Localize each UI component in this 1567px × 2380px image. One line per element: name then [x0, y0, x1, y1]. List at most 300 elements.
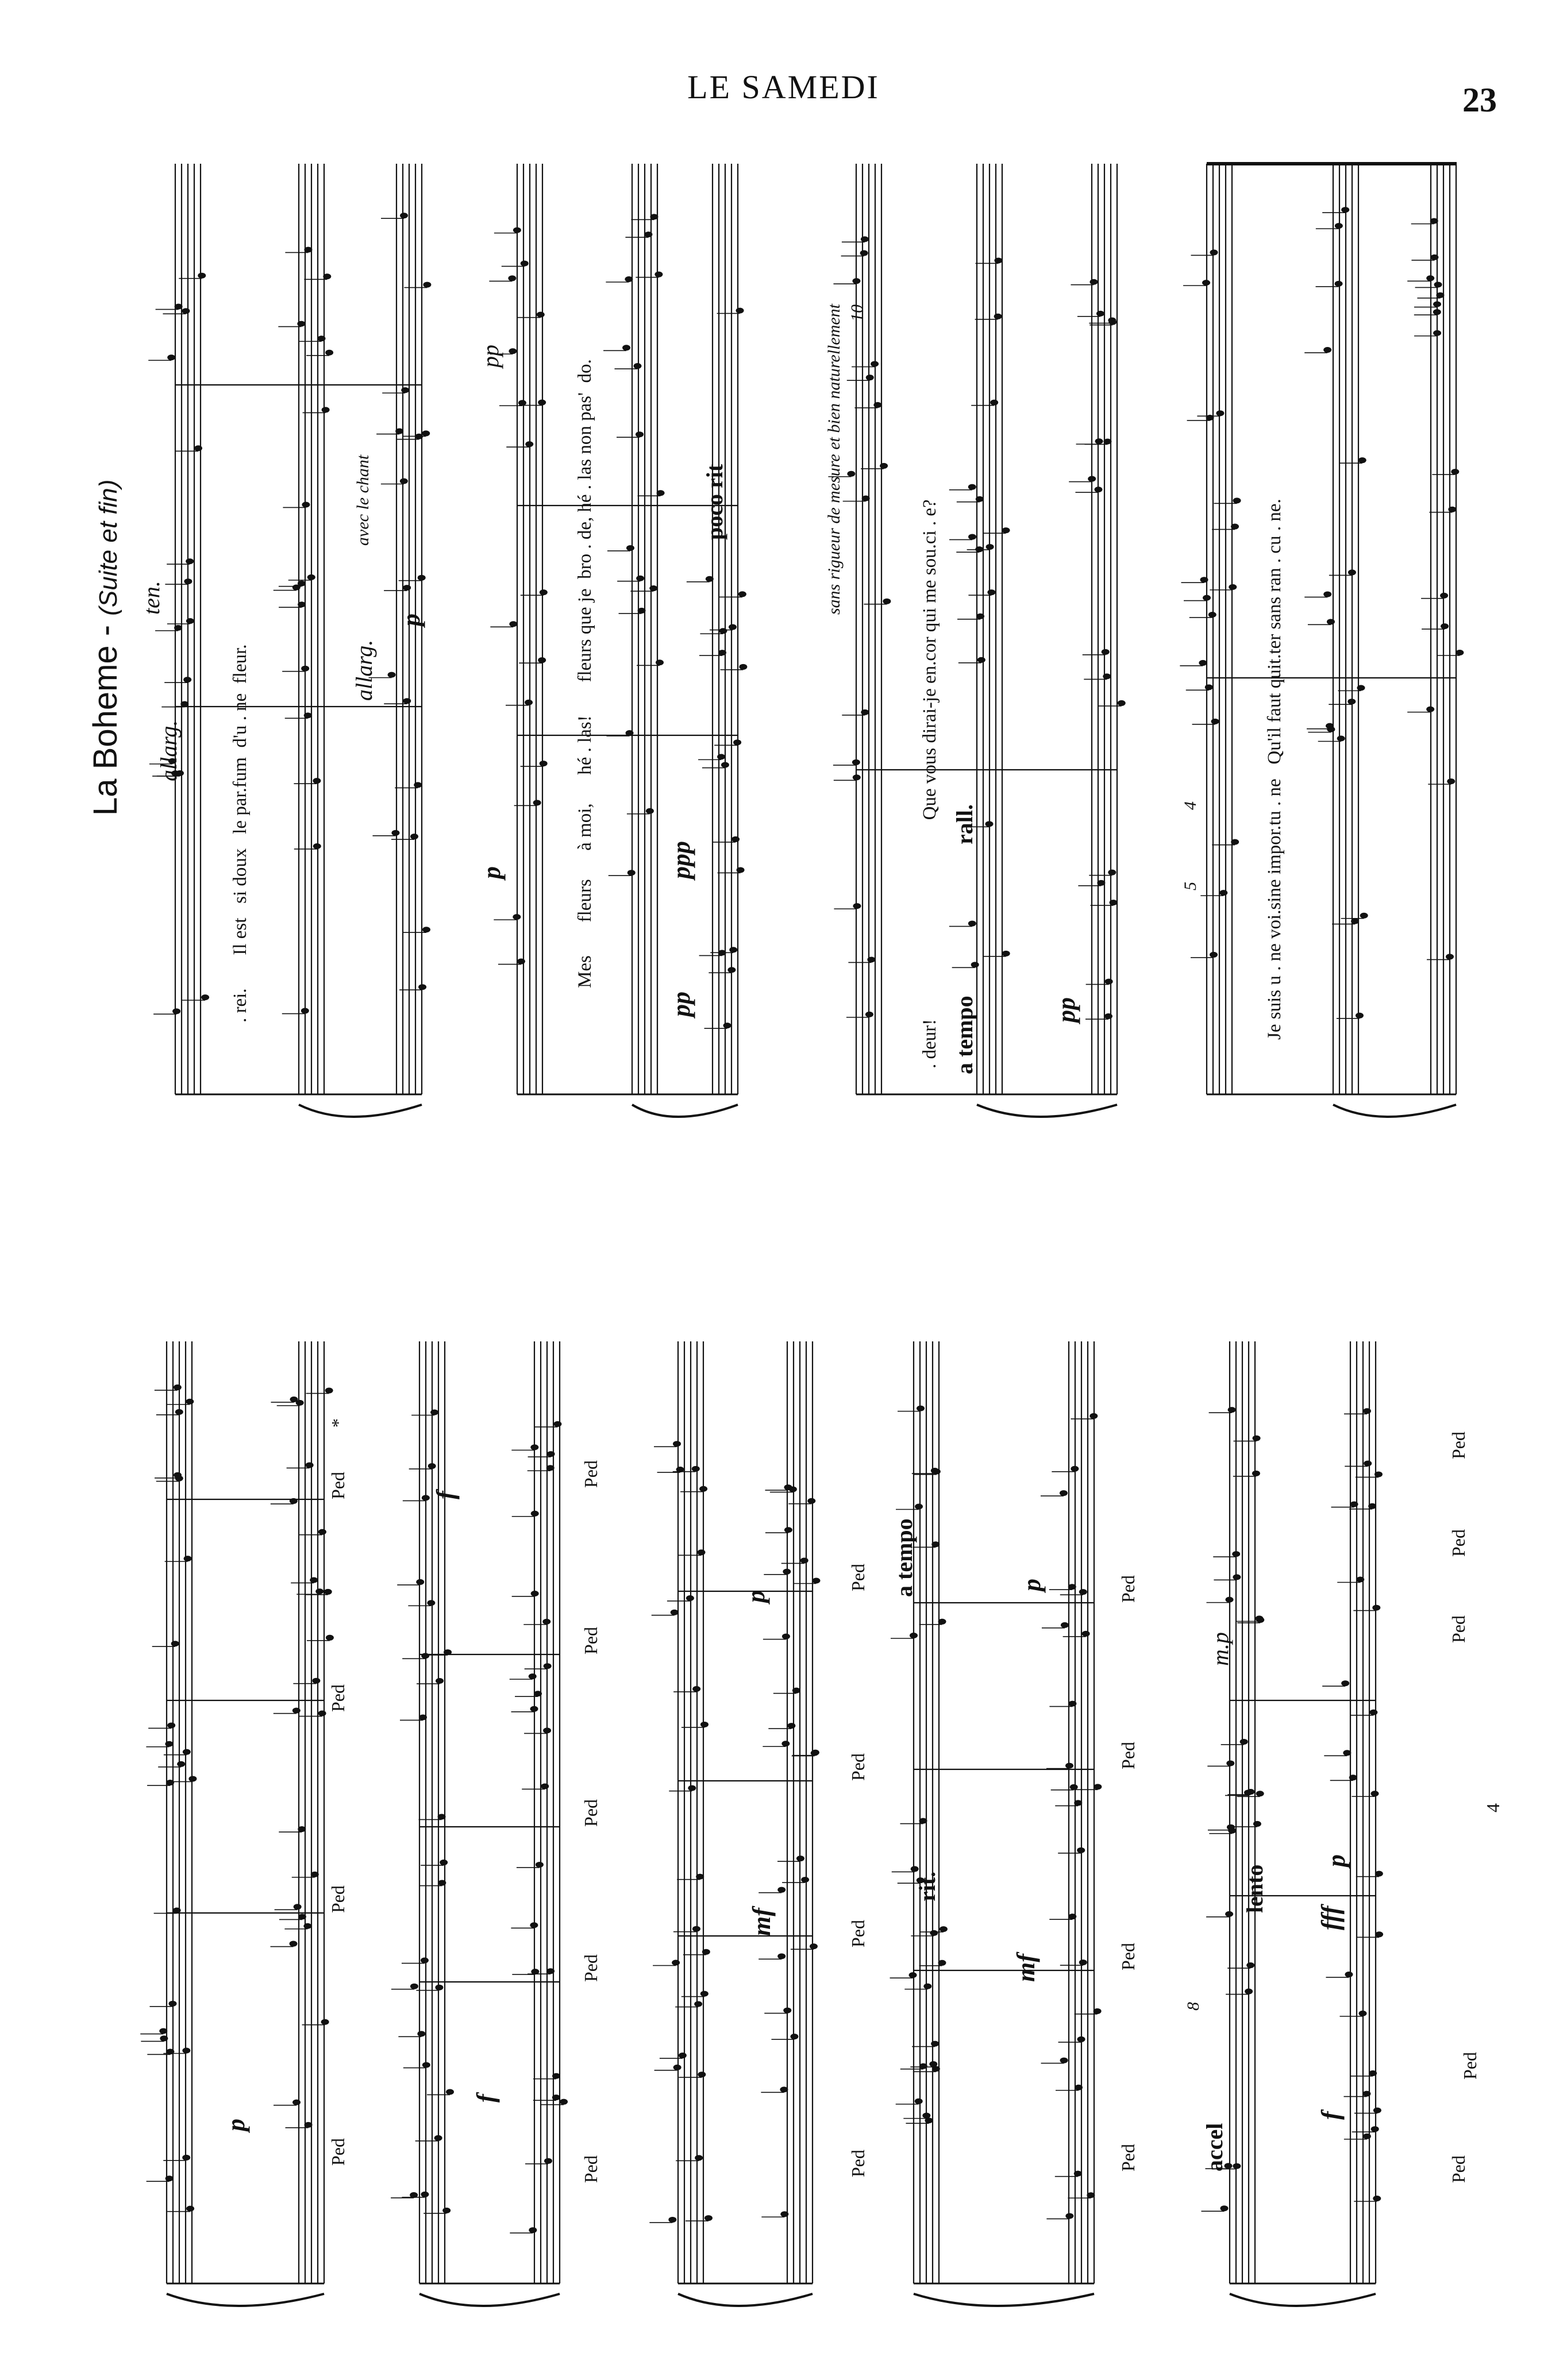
notehead [1082, 1631, 1090, 1637]
notehead [305, 2122, 313, 2128]
notehead [1075, 2085, 1083, 2090]
notehead [1433, 309, 1441, 315]
notehead [1433, 330, 1441, 336]
notehead [1205, 684, 1213, 690]
notehead [304, 247, 312, 253]
notehead [692, 1686, 700, 1692]
notehead [673, 2065, 682, 2070]
notehead [167, 1722, 175, 1728]
notehead [182, 2048, 190, 2054]
notehead [654, 272, 663, 277]
notehead [292, 585, 301, 591]
notehead [168, 2001, 176, 2007]
lyric-word: bro . de, hé . las non pas' [575, 392, 595, 579]
notehead [790, 2034, 798, 2039]
notehead [938, 1960, 946, 1966]
notehead [1373, 2196, 1381, 2201]
notehead [509, 621, 517, 627]
notehead [531, 1511, 539, 1517]
notehead [525, 441, 533, 447]
notehead [438, 1880, 446, 1886]
notehead [318, 1529, 326, 1535]
notehead [1364, 1460, 1372, 1466]
notehead [1256, 1617, 1264, 1623]
notehead [304, 712, 312, 718]
notehead [698, 2072, 706, 2077]
tuplet-4: 4 [1181, 801, 1200, 810]
notehead [1095, 438, 1103, 444]
notehead [1341, 1680, 1349, 1686]
notehead [739, 664, 747, 670]
notehead [525, 700, 533, 705]
notehead [777, 1887, 786, 1893]
notehead [530, 1706, 538, 1712]
notehead [419, 1714, 427, 1720]
notehead [1345, 1972, 1353, 1977]
notehead [292, 2100, 301, 2105]
marking-poco-rit: poco rit [702, 464, 727, 540]
notehead [968, 534, 976, 539]
notehead [1228, 1407, 1236, 1413]
ped-s9-e: Ped [1448, 1432, 1469, 1459]
notehead [1079, 1959, 1087, 1965]
notehead [292, 1708, 301, 1714]
notehead [1369, 1710, 1377, 1715]
notehead [782, 1634, 790, 1640]
notehead [636, 576, 644, 581]
notehead [307, 574, 315, 580]
notehead [410, 834, 418, 839]
notehead [513, 227, 521, 233]
ped-s6-e: Ped [580, 1460, 601, 1488]
notehead [977, 657, 985, 663]
piece-title [86, 480, 125, 816]
notehead [729, 947, 737, 952]
marking-mp: m.p [1207, 1632, 1233, 1666]
notehead [186, 618, 194, 624]
notehead [1440, 593, 1448, 599]
notehead [194, 445, 202, 451]
notehead [787, 1723, 795, 1729]
ped-s5-c: Ped [328, 1684, 348, 1712]
notehead [312, 1678, 320, 1684]
notehead [1089, 279, 1098, 285]
notehead [985, 821, 993, 827]
ped-s6-d: Ped [580, 1627, 601, 1654]
ped-s7-a: Ped [848, 2150, 868, 2177]
notehead [1375, 1871, 1383, 1877]
dynamic-mf-s7: mf [748, 1908, 776, 1936]
notehead [1199, 660, 1207, 666]
notehead [537, 312, 545, 318]
notehead [852, 759, 860, 765]
dynamic-p-s9: p [1322, 1854, 1350, 1867]
notehead [633, 363, 641, 369]
notehead [777, 1953, 786, 1959]
notehead [183, 677, 191, 682]
notehead [880, 463, 888, 469]
notehead [1337, 736, 1345, 742]
notehead [1074, 1800, 1082, 1806]
notehead [930, 1930, 938, 1936]
notehead [1256, 1791, 1264, 1796]
notehead [323, 273, 331, 279]
notehead [922, 2113, 930, 2119]
notehead [421, 1958, 429, 1964]
notehead [796, 1856, 804, 1861]
notehead [1351, 919, 1359, 924]
notehead [427, 1600, 435, 1606]
notehead [518, 400, 526, 406]
notehead [313, 778, 321, 784]
notehead [440, 1860, 448, 1865]
notehead [198, 273, 206, 279]
lyric-word: d'u . ne [230, 693, 251, 748]
dynamic-mf-s8: mf [1012, 1954, 1040, 1982]
notehead [321, 2019, 329, 2025]
notehead [310, 1577, 318, 1583]
notehead [721, 762, 729, 768]
notehead [968, 921, 976, 927]
notehead [560, 2099, 568, 2105]
notehead [1229, 584, 1237, 590]
notehead [290, 1498, 298, 1504]
ped-s7-b: Ped [848, 1920, 868, 1947]
notehead [650, 214, 658, 219]
notehead [538, 657, 546, 663]
ped-s9-b: Ped [1460, 2052, 1480, 2080]
notehead [531, 1969, 539, 1974]
notehead [700, 1722, 709, 1727]
notehead [183, 1749, 191, 1755]
lyric-word: Que vous dirai-je en.cor qui me sou.ci . e? [919, 499, 940, 820]
notehead [400, 479, 408, 484]
system-braces [167, 1105, 1456, 2306]
brace [1230, 2294, 1376, 2306]
notehead [692, 1466, 700, 1472]
notehead [159, 2028, 167, 2034]
dynamic-ppp: ppp [667, 841, 695, 879]
notehead [184, 1556, 192, 1561]
notehead [622, 345, 630, 350]
notehead [1373, 2108, 1381, 2113]
ped-s9-d: Ped [1448, 1529, 1469, 1557]
notehead [1375, 1931, 1383, 1937]
notehead [540, 761, 548, 766]
notehead [847, 471, 855, 477]
notehead [971, 962, 979, 967]
notehead [436, 1678, 444, 1684]
notehead [1202, 280, 1210, 286]
notehead [418, 575, 426, 581]
notehead [862, 496, 870, 502]
notehead [871, 361, 879, 367]
notehead [673, 1441, 681, 1446]
notehead [1231, 524, 1239, 530]
marking-rall: rall. [952, 804, 977, 844]
notehead [298, 1826, 306, 1832]
notehead [873, 402, 881, 408]
notehead [1448, 507, 1456, 512]
notehead [931, 1541, 940, 1547]
notehead [298, 601, 306, 607]
notehead [177, 1761, 185, 1767]
notehead [853, 774, 861, 780]
notehead [1335, 281, 1343, 287]
dynamic-p: p [397, 614, 425, 626]
notehead [1002, 951, 1010, 956]
notehead [1002, 527, 1010, 533]
ped-s6-a: Ped [580, 2155, 601, 2183]
notehead [695, 2155, 703, 2161]
notehead [1077, 1847, 1085, 1853]
notehead [807, 1498, 815, 1504]
notehead [1216, 410, 1224, 416]
notehead [1433, 302, 1441, 307]
notehead [883, 599, 891, 604]
notehead [861, 236, 869, 242]
notehead [322, 407, 330, 412]
notehead [444, 1649, 452, 1655]
notehead [1226, 1760, 1234, 1766]
notehead [160, 2035, 168, 2041]
notehead [919, 1818, 927, 1824]
notehead [1077, 2036, 1085, 2042]
notehead [1246, 1962, 1254, 1968]
notehead [1240, 1739, 1248, 1745]
marking-sans-rigueur: sans rigueur de mesure et bien naturellement [825, 303, 844, 615]
notehead [1108, 318, 1116, 323]
notehead [697, 1549, 705, 1555]
notehead [1368, 1503, 1376, 1509]
notehead [1210, 952, 1218, 958]
notehead [1060, 2058, 1068, 2063]
ped-s7-d: Ped [848, 1564, 868, 1591]
notehead [994, 257, 1002, 263]
notehead [434, 2135, 442, 2141]
notehead [1347, 699, 1356, 704]
marking-allarg-1: allarg. [156, 720, 182, 781]
notehead [686, 1595, 694, 1601]
notehead [542, 1619, 550, 1625]
lyric-word: fleurs [575, 879, 595, 923]
notehead [175, 304, 183, 310]
notehead [694, 2001, 702, 2007]
notehead [727, 967, 736, 973]
notehead [403, 585, 411, 591]
notehead [552, 2094, 560, 2100]
notehead [1079, 1589, 1087, 1595]
notehead [1335, 223, 1343, 229]
notehead [811, 1750, 819, 1756]
notehead [986, 544, 994, 550]
notehead [938, 1619, 946, 1625]
notehead [1068, 1584, 1076, 1590]
notehead [428, 1463, 436, 1469]
notehead [783, 1569, 791, 1575]
notehead [1430, 218, 1438, 224]
ped-s9-c: Ped [1448, 1615, 1469, 1643]
notehead [171, 1641, 179, 1646]
brace [299, 1105, 422, 1117]
notehead [529, 2227, 537, 2233]
notehead [627, 870, 636, 875]
notehead [676, 1467, 684, 1472]
marking-rit: rit. [914, 1871, 940, 1901]
notehead [780, 2086, 788, 2092]
lyric-line-2 [575, 359, 596, 988]
ped-star-s5: * [328, 1418, 348, 1428]
notehead [297, 321, 305, 327]
notehead [530, 1444, 538, 1450]
notehead [736, 308, 744, 314]
lyric-word: Qu'il faut quit.ter sans ran . cu . ne. [1264, 499, 1285, 765]
notehead [508, 275, 516, 281]
notehead [1088, 476, 1096, 482]
notehead [1094, 487, 1102, 492]
notehead [165, 2175, 174, 2181]
notehead [416, 1579, 424, 1585]
notehead [867, 956, 875, 962]
notehead [1226, 1597, 1234, 1603]
notehead [719, 628, 727, 634]
notehead [1356, 1577, 1364, 1583]
notehead [536, 1862, 544, 1868]
notehead [923, 1984, 931, 1989]
notehead [626, 730, 634, 736]
marking-accel: accel [1202, 2123, 1227, 2171]
notehead [1447, 778, 1455, 784]
notehead [1203, 595, 1211, 601]
notehead [547, 1451, 555, 1457]
notehead [929, 2061, 937, 2067]
notehead [783, 2008, 791, 2013]
lyric-word: fleur. [230, 644, 251, 684]
brace [914, 2294, 1094, 2306]
notehead [931, 2041, 939, 2047]
notehead [1375, 1471, 1383, 1477]
notehead [625, 276, 633, 282]
notehead [679, 2053, 687, 2058]
notehead [422, 430, 430, 436]
notehead [186, 1399, 194, 1405]
notehead [509, 348, 517, 354]
notehead [395, 429, 403, 434]
notehead [533, 800, 541, 805]
notehead [1356, 1013, 1364, 1019]
notehead [182, 308, 190, 314]
notehead [546, 1968, 555, 1974]
notehead [1426, 275, 1434, 281]
notehead [172, 1008, 180, 1014]
marking-lento: lento [1242, 1864, 1268, 1913]
brace [1333, 1105, 1456, 1117]
notehead [688, 1785, 696, 1791]
notehead [446, 2089, 454, 2094]
notehead [324, 1589, 332, 1595]
notehead [1087, 2192, 1095, 2198]
lyric-line-3 [919, 499, 941, 1069]
ped-s8-b: Ped [1118, 1943, 1138, 1970]
notehead [540, 589, 548, 595]
notehead [853, 903, 861, 909]
notehead [1323, 347, 1331, 353]
lyric-word: Mes [575, 955, 595, 988]
notehead [167, 354, 175, 360]
notehead [1451, 469, 1459, 475]
page-header-title: LE SAMEDI [687, 68, 880, 106]
notehead [422, 927, 430, 932]
notehead [1102, 649, 1110, 655]
notehead [975, 546, 983, 552]
ped-s5-a: Ped [328, 2138, 348, 2166]
notehead [1326, 723, 1334, 729]
notehead [544, 2158, 552, 2164]
notehead [541, 1783, 549, 1789]
notehead [201, 994, 209, 1000]
marking-8va: 8 [1184, 2002, 1203, 2011]
notehead [699, 1486, 707, 1492]
notehead [442, 2208, 451, 2213]
dynamic-pp: pp [667, 992, 695, 1017]
notehead [915, 2099, 923, 2104]
piece-title-text: La Boheme - [87, 615, 124, 816]
notehead [696, 1874, 704, 1880]
notehead [1350, 1502, 1358, 1507]
notehead [626, 545, 634, 551]
notehead [529, 1673, 537, 1679]
notehead [1094, 2008, 1102, 2014]
notehead [1341, 207, 1349, 213]
notehead [325, 1388, 333, 1394]
notehead [1244, 1789, 1252, 1795]
notehead [165, 1741, 173, 1747]
notehead [1252, 1471, 1260, 1476]
notehead [700, 1991, 709, 1997]
notehead [1358, 2011, 1366, 2016]
notehead [418, 984, 426, 990]
notehead [410, 1984, 418, 1989]
brace [167, 2294, 324, 2306]
notehead [544, 1663, 552, 1669]
lyric-line-1 [230, 644, 251, 1023]
dynamic-p-s8: p [1018, 1579, 1046, 1591]
notehead [1233, 1574, 1241, 1580]
stray-mark: 4 [1483, 1803, 1503, 1812]
notehead [865, 1012, 873, 1017]
notehead [317, 335, 325, 341]
notehead [1357, 685, 1365, 691]
notehead [1441, 623, 1449, 629]
notehead [430, 1409, 438, 1415]
dynamic-p-2: p [478, 866, 506, 879]
notehead [1108, 870, 1116, 875]
ped-s9-a: Ped [1448, 2155, 1469, 2183]
notehead [1225, 1911, 1233, 1917]
notehead [423, 282, 431, 288]
lyric-word: . rei. [230, 988, 251, 1023]
notehead [521, 261, 529, 267]
notehead [1118, 700, 1126, 706]
notehead [174, 1472, 182, 1478]
notehead [1436, 292, 1444, 298]
notehead [1233, 497, 1241, 503]
notehead [1220, 2205, 1228, 2211]
notehead [1343, 1750, 1351, 1756]
notehead [1434, 281, 1442, 287]
ped-s8-a: Ped [1118, 2144, 1138, 2171]
notehead [915, 1504, 923, 1510]
